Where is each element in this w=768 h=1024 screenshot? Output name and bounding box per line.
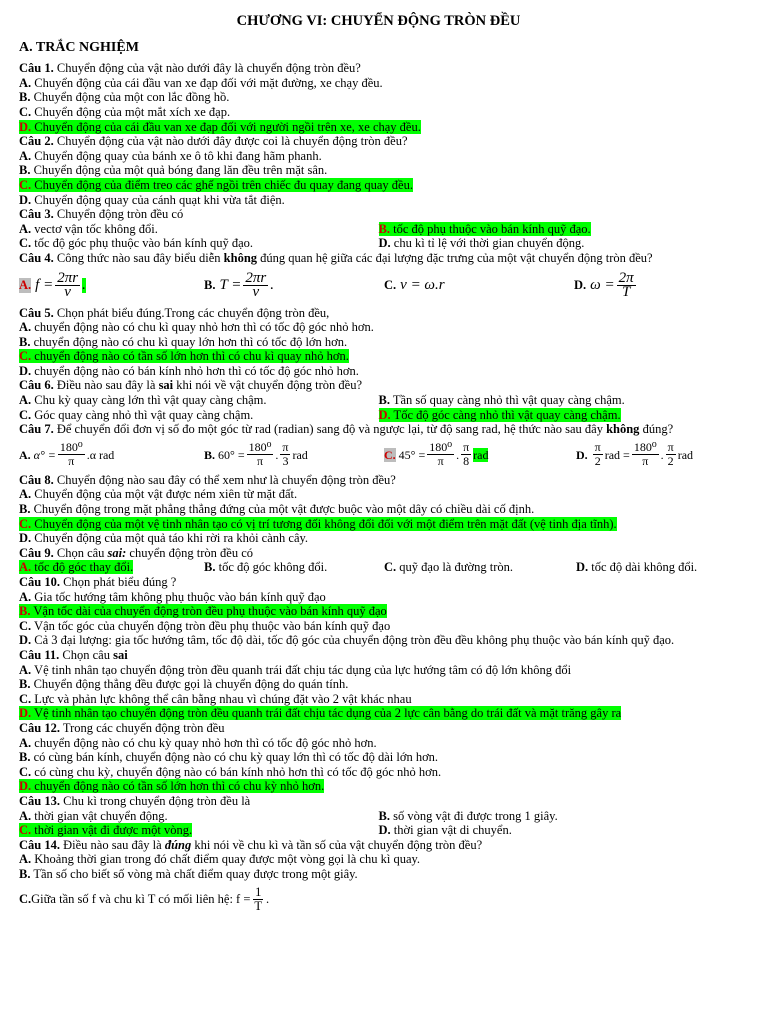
q10-option-d: D. Cả 3 đại lượng: gia tốc hướng tâm, tốc độ dài, tốc độ góc của chuyển động tròn đều đều không phụ thuộc vào bán kính quỹ đạo.	[19, 633, 675, 648]
q4-options	[19, 266, 738, 306]
q11-option-a: A. Vệ tinh nhân tạo chuyển động tròn đều quanh trái đất chịu tác dụng của lực hướng tâm có độ lớn không đổi	[19, 662, 572, 677]
q1-option-b: B. Chuyển động của một con lắc đồng hồ.	[19, 90, 230, 105]
q12-option-a: A. chuyển động nào có chu kỳ quay nhỏ hơn thì có tốc độ góc nhỏ hơn.	[19, 735, 377, 750]
question-14: Câu 14. Điều nào sau đây là đúng khi nói về chu kì và tần số của vật chuyển động tròn đều?	[19, 837, 483, 852]
q14-option-c: C. Giữa tần số f và chu kì T có mối liên hệ: f = $\frac{1}{T}$ .	[19, 884, 270, 913]
q7-option-c-answer: C. 45° = $\frac{\text{180⁰}}{\pi}$ . $\frac{\pi}{8}$ rad	[384, 440, 489, 469]
q9-option-a-answer: A. tốc độ góc thay đổi.	[19, 560, 134, 575]
q2-option-c-answer: C. Chuyển động của điểm treo các ghế ngồi trên chiếc đu quay đang quay đều.	[19, 177, 413, 192]
question-7: Câu 7. Để chuyển đổi đơn vị số đo một góc từ rad (radian) sang độ và ngược lại, từ độ sang rad, hệ thức nào sau đây không đúng?	[19, 422, 674, 437]
question-8: Câu 8. Chuyển động nào sau đây có thể xem như là chuyển động tròn đều?	[19, 472, 396, 487]
question-4: Câu 4. Công thức nào sau đây biểu diễn không đúng quan hệ giữa các đại lượng đặc trưng của một vật chuyển động tròn đều?	[19, 250, 653, 265]
q3-row-1	[19, 222, 738, 237]
q3-row-2	[19, 236, 738, 251]
chapter-title: CHƯƠNG VI: CHUYỂN ĐỘNG TRÒN ĐỀU	[236, 13, 521, 29]
q10-option-b-answer: B. Vận tốc dài của chuyển động tròn đều phụ thuộc vào bán kính quỹ đạo	[19, 604, 387, 619]
q7-option-a: A. α° = $\frac{\text{180⁰}}{\pi}$ .α rad	[19, 440, 115, 469]
question-3: Câu 3. Chuyển động tròn đều có	[19, 207, 184, 222]
q5-option-d: D. chuyển động nào có bán kính nhỏ hơn thì có tốc độ góc nhỏ hơn.	[19, 363, 359, 378]
q13-option-a: A. thời gian vật chuyển động.	[19, 808, 168, 823]
q1-option-a: A. Chuyển động của cái đầu van xe đạp đối với mặt đường, xe chạy đều.	[19, 75, 383, 90]
q5-option-b: B. chuyển động nào có chu kì quay lớn hơn thì có tốc độ lớn hơn.	[19, 334, 348, 349]
question-13: Câu 13. Chu kì trong chuyển động tròn đều là	[19, 793, 251, 808]
q11-option-c: C. Lực và phản lực không thể cân bằng nhau vì chúng đặt vào 2 vật khác nhau	[19, 691, 412, 706]
q9-option-c: C. quỹ đạo là đường tròn.	[384, 560, 513, 575]
question-9: Câu 9. Chọn câu sai: chuyển động tròn đều có	[19, 545, 253, 560]
question-6: Câu 6. Điều nào sau đây là sai khi nói về vật chuyển động tròn đều?	[19, 378, 362, 393]
q14-option-a: A. Khoảng thời gian trong đó chất điểm quay được một vòng gọi là chu kì quay.	[19, 852, 421, 867]
q13-option-d: D. thời gian vật di chuyển.	[378, 823, 512, 838]
q10-option-c: C. Vận tốc góc của chuyển động tròn đều phụ thuộc vào bán kính quỹ đạo	[19, 618, 391, 633]
section-heading: A. TRẮC NGHIỆM	[19, 39, 139, 55]
question-11: Câu 11. Chọn câu sai	[19, 647, 128, 662]
q5-option-c-answer: C. chuyển động nào có tần số lớn hơn thì có chu kì quay nhỏ hơn.	[19, 349, 349, 364]
q6-option-b: B. Tần số quay càng nhỏ thì vật quay càng chậm.	[378, 393, 625, 408]
q2-option-d: D. Chuyển động quay của cánh quạt khi vừa tắt điện.	[19, 192, 285, 207]
q4-option-c: C. v = ω.r	[384, 277, 445, 294]
q13-row-1	[19, 809, 738, 824]
q3-option-d: D. chu kì tỉ lệ với thời gian chuyển động.	[378, 236, 585, 251]
q3-option-c: C. tốc độ góc phụ thuộc vào bán kính quỹ đạo.	[19, 236, 253, 251]
q9-option-b: B. tốc độ góc không đổi.	[204, 560, 328, 575]
q3-option-a: A. vectơ vận tốc không đổi.	[19, 221, 158, 236]
question-2: Câu 2. Chuyển động của vật nào dưới đây được coi là chuyển động tròn đều?	[19, 134, 408, 149]
q13-option-c-answer: C. thời gian vật đi được một vòng.	[19, 823, 193, 838]
q9-options	[19, 560, 738, 575]
q10-option-a: A. Gia tốc hướng tâm không phụ thuộc vào bán kính quỹ đạo	[19, 589, 326, 604]
q8-option-a: A. Chuyển động của một vật được ném xiên từ mặt đất.	[19, 487, 298, 502]
q14-option-b: B. Tần số cho biết số vòng mà chất điểm quay được trong một giây.	[19, 866, 358, 881]
q8-option-c-answer: C. Chuyển động của một vệ tinh nhân tạo có vị trí tương đối không đổi đối với một điểm trên mặt đất (vệ tinh địa tĩnh).	[19, 516, 617, 531]
q3-option-b-answer: B. tốc độ phụ thuộc vào bán kính quỹ đạo.	[378, 221, 591, 236]
question-12: Câu 12. Trong các chuyển động tròn đều	[19, 720, 225, 735]
q4-option-d: D. ω = $\frac{2\pi}{T}$	[574, 270, 634, 300]
q1-option-c: C. Chuyển động của một mắt xích xe đạp.	[19, 104, 231, 119]
q6-option-c: C. Góc quay càng nhỏ thì vật quay càng chậm.	[19, 407, 254, 422]
q9-option-d: D. tốc độ dài không đổi.	[576, 560, 698, 575]
q4-option-b: B. T = $\frac{2\pi r}{v}$ .	[204, 270, 275, 300]
q12-option-c: C. có cùng chu kỳ, chuyển động nào có bán kính nhỏ hơn thì có tốc độ góc nhỏ hơn.	[19, 764, 442, 779]
q6-row-2	[19, 408, 738, 423]
q8-option-b: B. Chuyển động trong mặt phẳng thẳng đứng của một vật được buộc vào một dây có chiều dài cố định.	[19, 502, 535, 517]
q7-option-d: D. $\frac{\pi}{2}$ rad = $\frac{\text{180⁰}}{\pi}$ . $\frac{\pi}{2}$ rad	[576, 440, 694, 469]
q12-option-d-answer: D. chuyển động nào có tần số lớn hơn thì có chu kỳ nhỏ hơn.	[19, 779, 325, 794]
q1-option-d-answer: D. Chuyển động của cái đầu van xe đạp đối với người ngồi trên xe, xe chạy đều.	[19, 119, 421, 134]
q13-option-b: B. số vòng vật đi được trong 1 giây.	[378, 808, 558, 823]
q5-option-a: A. chuyển động nào có chu kì quay nhỏ hơn thì có tốc độ góc nhỏ hơn.	[19, 320, 374, 335]
q6-option-d-answer: D. Tốc độ góc càng nhỏ thì vật quay càng chậm.	[378, 407, 621, 422]
q11-option-d-answer: D. Vệ tinh nhân tạo chuyển động tròn đều quanh trái đất chịu tác dụng của 2 lực cân bằng do trái đất và mặt trăng gây ra	[19, 706, 622, 721]
q7-option-b: B. 60° = $\frac{\text{180⁰}}{\pi}$ . $\frac{\pi}{3}$ rad	[204, 440, 308, 469]
q4-option-a-answer: A. f = $\frac{2\pi r}{v}$ .	[19, 270, 86, 300]
q6-row-1	[19, 393, 738, 408]
question-5: Câu 5. Chọn phát biểu đúng.Trong các chuyển động tròn đều,	[19, 305, 330, 320]
q6-option-a: A. Chu kỳ quay càng lớn thì vật quay càng chậm.	[19, 393, 267, 408]
question-10: Câu 10. Chọn phát biểu đúng ?	[19, 575, 177, 589]
q8-option-d: D. Chuyển động của một quả táo khi rời ra khỏi cành cây.	[19, 531, 309, 546]
q2-option-b: B. Chuyển động của một quả bóng đang lăn đều trên mặt sân.	[19, 163, 328, 178]
q13-row-2	[19, 823, 738, 838]
q11-option-b: B. Chuyển động thẳng đều được gọi là chuyển động do quán tính.	[19, 677, 349, 692]
question-1: Câu 1. Chuyển động của vật nào dưới đây là chuyển động tròn đều?	[19, 61, 361, 76]
q12-option-b: B. có cùng bán kính, chuyển động nào có chu kỳ quay lớn thì có tốc độ dài lớn hơn.	[19, 750, 439, 765]
q2-option-a: A. Chuyển động quay của bánh xe ô tô khi đang hãm phanh.	[19, 148, 322, 163]
q7-options	[19, 437, 738, 473]
